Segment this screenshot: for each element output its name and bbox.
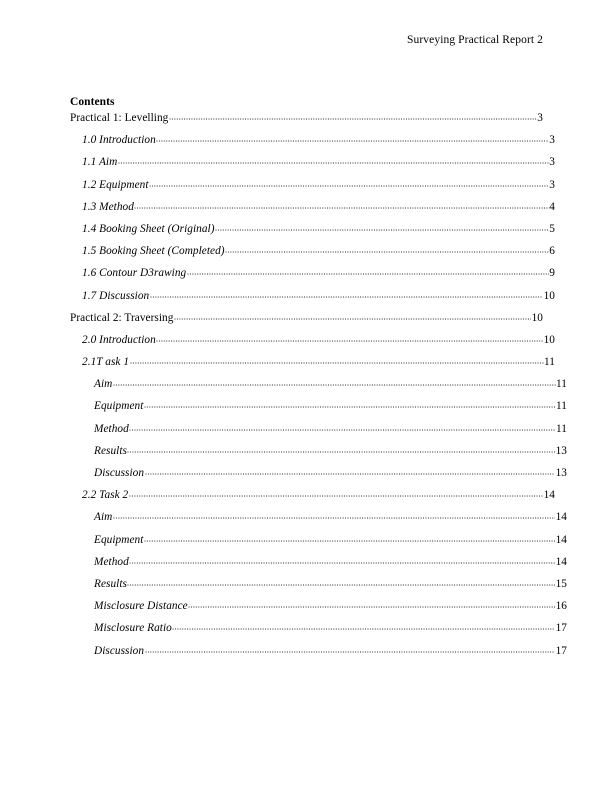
toc-entry-page-number: 17 bbox=[555, 622, 567, 635]
toc-entry-page-number: 10 bbox=[543, 333, 555, 346]
toc-entry-page-number: 11 bbox=[556, 422, 567, 435]
toc-entry-page-number: 14 bbox=[555, 555, 567, 568]
table-of-contents bbox=[70, 95, 567, 658]
toc-entry-page-number: 14 bbox=[543, 489, 555, 502]
toc-entry[interactable] bbox=[70, 376, 567, 391]
toc-entry-label: Method bbox=[94, 555, 129, 568]
toc-entry-label: 1.5 Booking Sheet (Completed) bbox=[82, 245, 225, 258]
toc-entry[interactable] bbox=[70, 243, 555, 258]
running-header: Surveying Practical Report 2 bbox=[407, 34, 543, 46]
toc-entry[interactable] bbox=[70, 443, 567, 458]
toc-dot-leader bbox=[129, 421, 555, 432]
toc-heading: Contents bbox=[70, 96, 115, 108]
toc-entry[interactable] bbox=[70, 487, 555, 502]
toc-dot-leader bbox=[118, 154, 549, 165]
toc-entry[interactable] bbox=[70, 532, 567, 547]
toc-entry[interactable] bbox=[70, 221, 555, 236]
toc-dot-leader bbox=[215, 221, 549, 232]
toc-dot-leader bbox=[129, 554, 555, 565]
toc-entry-label: 1.6 Contour D3rawing bbox=[82, 267, 187, 280]
toc-entry-label: Equipment bbox=[94, 400, 144, 413]
toc-dot-leader bbox=[225, 243, 549, 254]
toc-dot-leader bbox=[144, 532, 555, 543]
toc-entry-label: Misclosure Ratio bbox=[94, 622, 172, 635]
toc-entry[interactable] bbox=[70, 288, 555, 303]
toc-dot-leader bbox=[156, 132, 548, 143]
toc-entry[interactable] bbox=[70, 598, 567, 613]
toc-dot-leader bbox=[127, 576, 555, 587]
toc-entry[interactable] bbox=[70, 199, 555, 214]
toc-entry-label: 1.7 Discussion bbox=[82, 289, 150, 302]
toc-dot-leader bbox=[130, 354, 544, 365]
toc-dot-leader bbox=[113, 509, 555, 520]
toc-dot-leader bbox=[127, 443, 555, 454]
toc-entry-label: Equipment bbox=[94, 533, 144, 546]
toc-entry-label: 2.1T ask 1 bbox=[82, 356, 130, 369]
toc-dot-leader bbox=[145, 643, 556, 654]
toc-entry-page-number: 3 bbox=[549, 134, 555, 147]
toc-entry-page-number: 16 bbox=[555, 600, 567, 613]
toc-entry-page-number: 9 bbox=[549, 267, 555, 280]
toc-dot-leader bbox=[169, 110, 537, 121]
toc-dot-leader bbox=[156, 332, 543, 343]
toc-entry-label: Practical 1: Levelling bbox=[70, 112, 169, 124]
toc-entry-label: 2.2 Task 2 bbox=[82, 489, 129, 502]
toc-entry[interactable] bbox=[70, 620, 567, 635]
toc-entry[interactable] bbox=[70, 132, 555, 147]
toc-entry[interactable] bbox=[70, 576, 567, 591]
toc-entry-label: 1.3 Method bbox=[82, 200, 134, 213]
toc-entry-label: Practical 2: Traversing bbox=[70, 311, 174, 324]
toc-entry-label: Discussion bbox=[94, 467, 145, 479]
toc-entry-page-number: 11 bbox=[556, 400, 567, 413]
toc-entry-page-number: 6 bbox=[549, 245, 555, 258]
toc-entry-label: Misclosure Distance bbox=[94, 600, 188, 613]
toc-entry-page-number: 3 bbox=[537, 112, 543, 124]
toc-entry-label: Aim bbox=[94, 511, 113, 524]
toc-entry-page-number: 14 bbox=[555, 533, 567, 546]
toc-entry[interactable] bbox=[70, 354, 555, 369]
toc-entry-label: 1.2 Equipment bbox=[82, 178, 149, 191]
toc-entry-label: Discussion bbox=[94, 644, 145, 657]
toc-dot-leader bbox=[134, 199, 548, 210]
toc-entry[interactable] bbox=[70, 332, 555, 347]
toc-entry[interactable] bbox=[70, 265, 555, 280]
toc-entry[interactable] bbox=[70, 398, 567, 413]
toc-entry-page-number: 13 bbox=[555, 467, 567, 479]
toc-dot-leader bbox=[150, 288, 543, 299]
toc-entry-label: 1.1 Aim bbox=[82, 156, 118, 169]
toc-entry-page-number: 13 bbox=[555, 444, 567, 457]
toc-dot-leader bbox=[129, 487, 543, 498]
toc-entry-page-number: 11 bbox=[544, 356, 555, 369]
toc-entry-page-number: 5 bbox=[549, 222, 555, 235]
toc-entry-page-number: 15 bbox=[555, 577, 567, 590]
toc-entry-label: Results bbox=[94, 577, 127, 590]
toc-entry[interactable] bbox=[70, 643, 567, 658]
toc-entry-label: Aim bbox=[94, 378, 113, 391]
toc-entry[interactable] bbox=[70, 110, 543, 125]
toc-entry-label: 2.0 Introduction bbox=[82, 333, 156, 346]
toc-entry-list bbox=[70, 110, 567, 658]
toc-entry[interactable] bbox=[70, 465, 567, 480]
toc-dot-leader bbox=[145, 465, 556, 476]
toc-dot-leader bbox=[172, 620, 555, 631]
toc-entry-page-number: 17 bbox=[555, 644, 567, 657]
toc-entry[interactable] bbox=[70, 554, 567, 569]
toc-entry-page-number: 10 bbox=[531, 311, 543, 324]
toc-dot-leader bbox=[174, 310, 531, 321]
toc-dot-leader bbox=[187, 265, 549, 276]
toc-entry-page-number: 10 bbox=[543, 289, 555, 302]
toc-entry-label: Results bbox=[94, 444, 127, 457]
toc-entry-page-number: 3 bbox=[549, 156, 555, 169]
toc-entry-label: 1.0 Introduction bbox=[82, 134, 156, 147]
toc-entry-page-number: 11 bbox=[556, 378, 567, 391]
toc-entry[interactable] bbox=[70, 509, 567, 524]
toc-dot-leader bbox=[149, 177, 549, 188]
toc-entry[interactable] bbox=[70, 310, 543, 325]
toc-dot-leader bbox=[113, 376, 556, 387]
toc-entry-page-number: 3 bbox=[549, 178, 555, 191]
toc-entry-label: 1.4 Booking Sheet (Original) bbox=[82, 222, 215, 235]
toc-dot-leader bbox=[144, 398, 556, 409]
toc-entry-page-number: 14 bbox=[555, 511, 567, 524]
toc-entry-label: Method bbox=[94, 422, 129, 435]
toc-entry[interactable] bbox=[70, 421, 567, 436]
toc-dot-leader bbox=[188, 598, 555, 609]
toc-entry[interactable] bbox=[70, 177, 555, 192]
toc-entry[interactable] bbox=[70, 154, 555, 169]
toc-entry-page-number: 4 bbox=[549, 200, 555, 213]
